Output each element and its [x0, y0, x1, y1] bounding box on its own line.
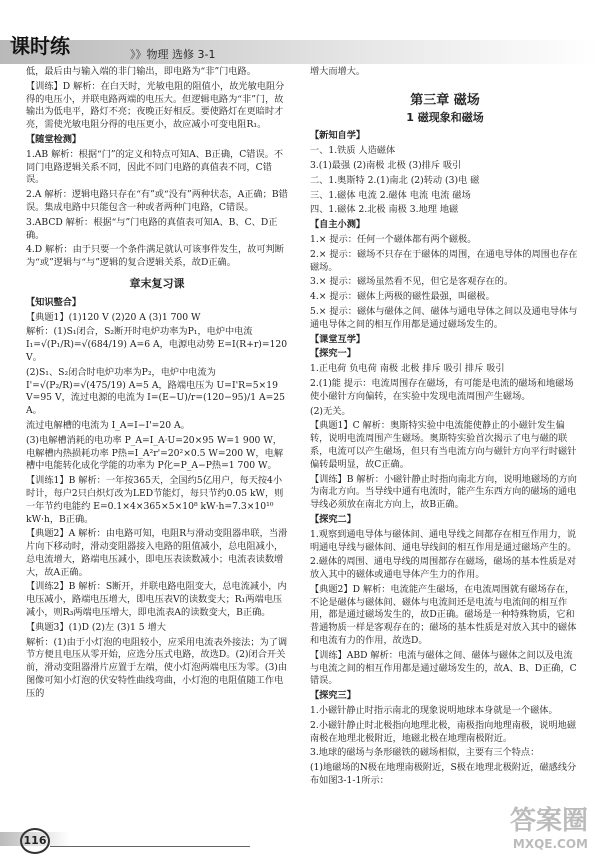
right-paragraph: 1.观察到通电导体与磁体间、通电导线之间都存在相互作用力，说明通电导线与磁体间、通电导线间的相互作用是通过磁场产生的。 — [310, 528, 577, 553]
watermark-logo — [510, 800, 588, 851]
right-paragraph: 三、1.磁体 电流 2.磁体 电流 电流 磁场 — [310, 189, 471, 201]
right-paragraph: 1.正电荷 负电荷 南极 北极 排斥 吸引 排斥 吸引 — [310, 363, 505, 375]
right-paragraph: 4.× 提示：磁体上两极的磁性最强，叫磁极。 — [310, 291, 495, 303]
right-paragraph: 1.× 提示：任何一个磁体都有两个磁极。 — [310, 233, 477, 245]
left-paragraph: 2.A 解析：逻辑电路只存在“有”或“没有”两种状态，A正确；B错误。集成电路中只能包含一种或者两种门电路，C错误。 — [26, 189, 288, 213]
right-lead: 增大而增大。 — [310, 66, 366, 77]
watermark-sub: MXQE.COM — [512, 837, 588, 851]
right-paragraph: 2.(1)能 提示：电流周围存在磁场，有可能是电流的磁场和地磁场使小磁针方向偏转，在实验中发现电流周围产生磁场。 — [310, 377, 574, 402]
section-label: 【自主小测】 — [310, 219, 366, 231]
section-label: 【课堂互学】 — [310, 333, 366, 345]
page-number: 116 — [20, 828, 50, 854]
right-paragraph: (2)无关。 — [310, 405, 351, 417]
left-paragraph: 解析：(1)由于小灯泡的电阻较小，应采用电流表外接法；为了调节方便且电压从零开始，应选分压式电路，故选D。(2)闭合开关前，滑动变阻器滑片应置于左端，使小灯泡两端电压为零。(3)由图像可知小灯泡的伏安特性曲线弯曲，小灯泡的电阻值随工作电压的 — [26, 636, 288, 699]
right-paragraph: 一、1.铁质 人造磁体 — [310, 145, 396, 157]
watermark-main: 答案圈 — [509, 806, 588, 836]
right-paragraph: 2.小磁针静止时北极指向地理北极，南极指向地理南极，说明地磁南极在地理北极附近，地磁北极在地理南极附近。 — [310, 719, 577, 744]
left-paragraph: 【训练2】B 解析：S断开，并联电路电阻变大，总电流减小，内电压减小，路端电压增大，即电压表V的读数变大；R₁两端电压减小，则R₃两端电压增大，即电流表A的读数变大，B正确。 — [26, 581, 287, 619]
left-paragraph: 流过电解槽的电流为 I_A=I−I'=20 A。 — [26, 419, 190, 431]
right-paragraph: 1.小磁针静止时指示南北的现象说明地球本身就是一个磁体。 — [310, 705, 558, 717]
left-paragraph: 【典题3】(1)D (2)左 (3)1 5 增大 — [26, 621, 166, 633]
right-paragraph: 2.磁体的周围、通电导线的周围都存在磁场，磁场的基本性质是对放入其中的磁体或通电导体产生力的作用。 — [310, 556, 577, 581]
section-label: 【知识整合】 — [26, 296, 82, 308]
right-paragraph: 3.× 提示：磁场虽然看不见，但它是客观存在的。 — [310, 276, 514, 288]
left-paragraph: 3.ABCD 解析：根据“与”门电路的真值表可知A、B、C、D正确。 — [26, 216, 278, 241]
page-header — [0, 0, 600, 64]
right-paragraph: 二、1.奥斯特 2.(1)南北 (2)转动 (3)电 磁 — [310, 174, 480, 186]
section-label: 【新知自学】 — [310, 130, 366, 142]
right-paragraph: 【训练】B 解析：小磁针静止时指向南北方向，说明地磁场的方向为南北方向。当导线中通有电流时，能产生东西方向的磁场的通电导线必须放在南北方向上，故B正确。 — [310, 473, 577, 511]
right-paragraph: 2.× 提示：磁场不只存在于磁体的周围，在通电导体的周围也存在磁场。 — [310, 248, 578, 273]
section-label: 【随堂检测】 — [26, 133, 82, 145]
book-brand: 课时练 — [10, 34, 70, 58]
subject-breadcrumb: 》》物理 选修 3-1 — [130, 48, 216, 61]
section-label: 【探究三】 — [310, 690, 356, 702]
right-paragraph: (1)地磁场的N极在地理南极附近，S极在地理北极附近，磁感线分布如图3-1-1所示： — [310, 762, 577, 787]
right-paragraph: 5.× 提示：磁体与磁体之间、磁体与通电导体之间以及通电导体与通电导体之间的相互作用都是通过磁场发生的。 — [310, 305, 578, 330]
left-paragraph: 1.AB 解析：根据“门”的定义和特点可知A、B正确，C错误。不同门电路逻辑关系不同，因此不同门电路的真值表不同，C错误。 — [26, 148, 284, 186]
left-paragraph: 【典题2】A 解析：由电路可知，电阻R与滑动变阻器串联，当滑片向下移动时，滑动变阻器接入电路的阻值减小，总电阻减小，总电流增大，路端电压减小，即电压表读数减小；电流表读数增大，故A正确。 — [26, 528, 288, 578]
left-column — [26, 66, 288, 703]
right-paragraph: 【典题2】D 解析：电流能产生磁场，在电流周围就有磁场存在，不论是磁体与磁体间、磁体与电流间还是电流与电流间的相互作用，都是通过磁场发生的，故D正确。磁场是一种特殊物质，它和普通物质一样是客观存在的；磁场的基本性质是对放入其中的磁体和电流有力的作用，故选D。 — [310, 583, 577, 647]
left-paragraph: 【训练】D 解析：在白天时，光敏电阻的阻值小，故光敏电阻分得的电压小，并联电路两端的电压大。但逻辑电路为“非”门，故输出为低电平，路灯不亮；夜晚正好相反。要使路灯在更暗时才亮，需使光敏电阻分得的电压更小，故应减小可变电阻R₁。 — [26, 80, 285, 131]
chapter-review-title: 章末复习课 — [129, 276, 185, 290]
left-paragraph: 【典题1】(1)120 V (2)20 A (3)1 700 W — [26, 311, 201, 323]
section-label: 【探究二】 — [310, 513, 356, 525]
section-label: 【探究一】 — [310, 348, 356, 360]
right-paragraph: 【训练】ABD 解析：电流与磁体之间、磁体与磁体之间以及电流与电流之间的相互作用都是通过磁场发生的，故A、B、D正确，C错误。 — [310, 649, 577, 687]
header-band — [0, 40, 600, 64]
right-paragraph: 3.地球的磁场与条形磁铁的磁场相似，主要有三个特点： — [310, 747, 540, 759]
left-paragraph: (3)电解槽消耗的电功率 P_A=I_A·U=20×95 W=1 900 W，电解槽内热损耗功率 P热=I_A²r'=20²×0.5 W=200 W，电解槽中电能转化成化学能的功率为 P化=P_A−P热=1 700 W。 — [26, 434, 284, 472]
left-paragraph: 4.D 解析：由于只要一个条件满足就认可该事件发生，故可判断为“或”逻辑与“与”逻辑的复合逻辑关系，故D正确。 — [26, 244, 284, 269]
right-column — [310, 66, 580, 790]
right-paragraph: 四、1.磁体 2.北极 南极 3.地理 地磁 — [310, 204, 459, 216]
right-paragraph: 3.(1)最强 (2)南极 北极 (3)排斥 吸引 — [310, 159, 462, 171]
right-paragraph: 【典题1】C 解析：奥斯特实验中电流能使静止的小磁针发生偏转，说明电流周围产生磁场。奥斯特实验首次揭示了电与磁的联系，电流可以产生磁场，但只有当电流方向与磁针方向平行时磁针偏转最明显，故C正确。 — [310, 420, 577, 470]
left-paragraph: 解析：(1)S₁闭合，S₂断开时电炉功率为P₁，电炉中电流 I₁=√(P₁/R)=√(684/19) A=6 A，电源电动势 E=I(R+r)=120 V。 — [26, 326, 288, 363]
footer-rule — [50, 846, 250, 847]
left-paragraph: (2)S₁、S₂闭合时电炉功率为P₂，电炉中电流为 I'=√(P₂/R)=√(475/19) A=5 A，路端电压为 U=I'R=5×19 V=95 V，流过电源的电流为 I=(E−U)/r=(120−95)/1 A=25 A。 — [26, 366, 285, 417]
left-paragraph: 低，最后由与输入端的非门输出，即电路为“非”门电路。 — [26, 66, 256, 77]
left-paragraph: 【训练1】B 解析：一年按365天，全国约5亿用户，每天按4小时计，每户2只白炽灯改为LED节能灯，每只节约0.05 kW，则一年节约电能约 E=0.1×4×365×5×10⁸ kW·h=7.3×10¹⁰ kW·h，B正确。 — [26, 475, 284, 525]
section-title: 1 磁现象和磁场 — [406, 110, 484, 124]
chapter-title: 第三章 磁场 — [410, 92, 480, 108]
